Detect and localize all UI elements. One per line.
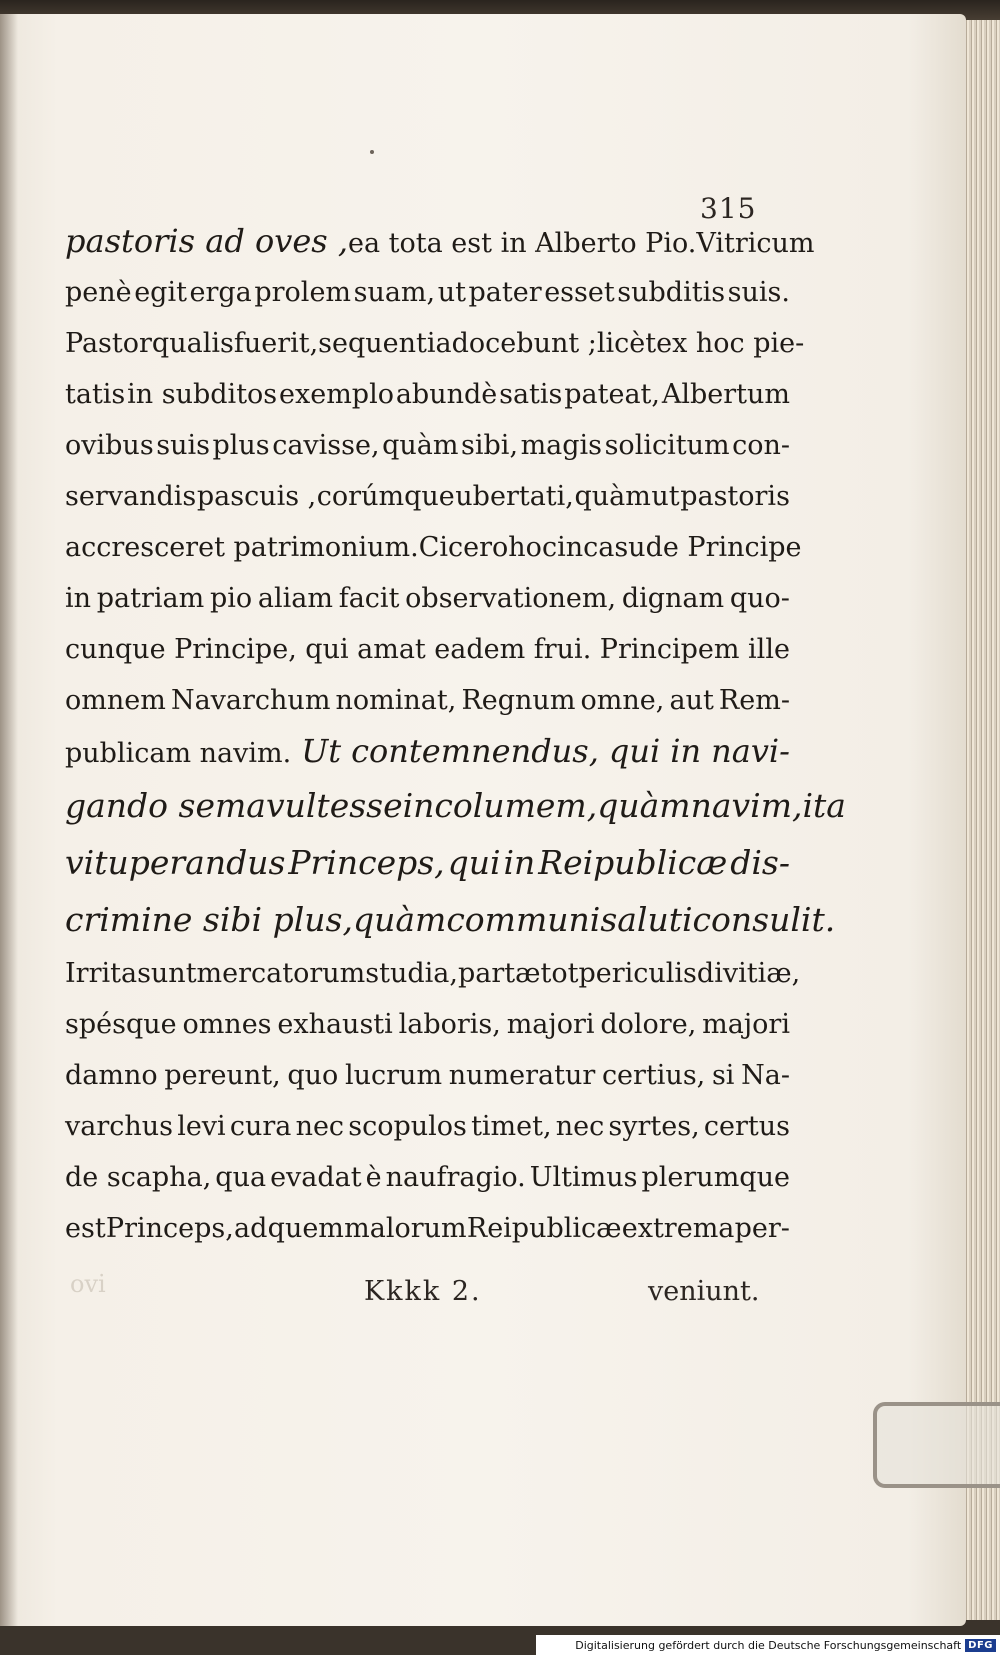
word: quem [267, 1213, 344, 1244]
word: quàm [352, 900, 447, 939]
text-line [65, 624, 790, 675]
word: consulit. [692, 900, 836, 939]
word: Irrita [65, 958, 138, 989]
text-line [65, 267, 790, 318]
word: suis. [727, 277, 790, 308]
word: navi- [711, 732, 790, 770]
word: Albertum [661, 379, 790, 410]
word: pascuis , [196, 481, 317, 512]
text-line [65, 573, 790, 624]
word: Vitricum [696, 228, 815, 259]
word: spésque [65, 1009, 177, 1040]
word: divitiæ, [696, 958, 801, 989]
word: mavult [215, 786, 330, 825]
signature-mark: Kkkk 2. [364, 1276, 482, 1307]
page-number: 315 [700, 192, 757, 225]
word: Ut [301, 732, 342, 770]
word: certius, [601, 1060, 706, 1091]
text-line [65, 522, 802, 573]
word: qui [608, 732, 661, 770]
word: Princeps, [105, 1213, 234, 1244]
text-line [65, 891, 836, 948]
word: observationem, [405, 583, 617, 614]
page-clip [873, 1402, 1000, 1488]
word: damno [65, 1060, 158, 1091]
word: quàm [382, 430, 459, 461]
word: plus [212, 430, 270, 461]
word: con- [732, 430, 790, 461]
word: penè [65, 277, 132, 308]
word: omnes [182, 1009, 272, 1040]
word: certus [703, 1111, 790, 1142]
word: suam, [353, 277, 436, 308]
word: ovibus [65, 430, 154, 461]
word: de scapha, [65, 1162, 212, 1193]
word: qui [447, 843, 501, 882]
word: ubertati, [455, 481, 574, 512]
word: sunt [137, 958, 197, 989]
word: laboris, [398, 1009, 501, 1040]
word: casu [583, 532, 646, 563]
word: navim, [690, 786, 803, 825]
word: in [557, 532, 584, 563]
word: malorum [344, 1213, 467, 1244]
dfg-logo: DFG [965, 1639, 996, 1652]
word: studia, [365, 958, 458, 989]
word: evadat [270, 1162, 362, 1193]
word: cunque [65, 634, 166, 665]
word: ea tota est in Alberto Pio. [348, 228, 697, 259]
word: vituperandus [65, 843, 286, 882]
word: in [65, 583, 92, 614]
text-line [65, 420, 790, 471]
word: majori [506, 1009, 595, 1040]
word: publicam navim. [65, 738, 292, 769]
word: sequentia [318, 328, 452, 359]
word: facit [338, 583, 400, 614]
word: nec [295, 1111, 345, 1142]
word: suis [156, 430, 210, 461]
word: majori [702, 1009, 790, 1040]
word: exemplo [279, 379, 394, 410]
word: numeratur [448, 1060, 596, 1091]
text-line [65, 471, 790, 522]
word: extrema [621, 1213, 735, 1244]
word: Ultimus [529, 1162, 638, 1193]
word: qui [305, 634, 349, 665]
word: periculis [578, 958, 697, 989]
word: incolumem, [402, 786, 598, 825]
text-line [65, 216, 815, 267]
word: Pastor [65, 328, 152, 359]
word: timet, [471, 1111, 552, 1142]
word: prolem [254, 277, 352, 308]
text-line [65, 1101, 790, 1152]
word: quo [287, 1060, 339, 1091]
word: dignam [621, 583, 725, 614]
body-text [65, 216, 846, 1254]
word: Principem [599, 634, 740, 665]
text-line [65, 318, 805, 369]
word: hoc [508, 532, 558, 563]
text-line [65, 777, 846, 834]
word: de Principe [645, 532, 802, 563]
word: cavisse, [272, 430, 380, 461]
word: sibi, [461, 430, 519, 461]
word: è [365, 1162, 382, 1193]
word: pio [209, 583, 253, 614]
word: Navarchum [170, 685, 331, 716]
text-line [65, 1203, 790, 1254]
word: est [65, 1213, 106, 1244]
word: pastoris ad oves , [65, 222, 349, 260]
text-line [65, 834, 790, 891]
word: corúmque [316, 481, 455, 512]
word: pastoris [680, 481, 790, 512]
word: Principe, [174, 634, 297, 665]
word: qua [215, 1162, 267, 1193]
word: ut [651, 481, 680, 512]
text-line [65, 999, 790, 1050]
word: in [503, 843, 536, 882]
text-line [65, 1152, 790, 1203]
word: partæ [457, 958, 541, 989]
word: abundè [395, 379, 498, 410]
word: pereunt, [164, 1060, 281, 1091]
word: ille [748, 634, 790, 665]
catchword: veniunt. [648, 1276, 760, 1307]
gutter-shadow [0, 14, 18, 1626]
word: in [670, 732, 702, 770]
word: Reipublicæ [538, 843, 728, 882]
word: ex hoc pie- [656, 328, 805, 359]
word: contemnendus, [351, 732, 599, 770]
word: mercatorum [196, 958, 366, 989]
word: subditis [617, 277, 726, 308]
word: accresceret patrimonium. [65, 532, 419, 563]
digitization-credit [536, 1635, 1000, 1655]
word: frui. [533, 634, 592, 665]
text-line [65, 948, 801, 999]
word: gando se [65, 786, 215, 825]
word: esse [329, 786, 403, 825]
word: dis- [730, 843, 790, 882]
word: quo- [729, 583, 790, 614]
word: nominat, [335, 685, 457, 716]
word: docebunt ; [451, 328, 597, 359]
word: qualis [151, 328, 234, 359]
word: patriam [96, 583, 205, 614]
word: tot [540, 958, 579, 989]
word: levi [177, 1111, 226, 1142]
word: solicitum [604, 430, 730, 461]
word: per- [734, 1213, 790, 1244]
word: exhausti [277, 1009, 393, 1040]
word: amat [357, 634, 426, 665]
word: Na- [741, 1060, 790, 1091]
word: aut [669, 685, 714, 716]
word: crimine sibi plus, [65, 900, 353, 939]
word: ut [437, 277, 466, 308]
word: quàm [597, 786, 691, 825]
word: saluti [600, 900, 693, 939]
text-line [65, 726, 790, 777]
word: nec [555, 1111, 605, 1142]
word: Reipublicæ [466, 1213, 622, 1244]
text-line [65, 675, 790, 726]
word: eadem [434, 634, 526, 665]
word: dolore, [600, 1009, 697, 1040]
word: in subditos [127, 379, 278, 410]
word: communi [446, 900, 601, 939]
word: ita [802, 786, 846, 825]
word: pater [468, 277, 542, 308]
word: Princeps, [288, 843, 445, 882]
word: si [711, 1060, 735, 1091]
word: syrtes, [608, 1111, 700, 1142]
word: ad [234, 1213, 268, 1244]
word: Rem- [718, 685, 790, 716]
word: cura [229, 1111, 292, 1142]
word: naufragio. [385, 1162, 526, 1193]
word: quàm [574, 481, 651, 512]
word: scopulos [348, 1111, 467, 1142]
word: magis [520, 430, 603, 461]
word: varchus [65, 1111, 174, 1142]
word: Regnum [461, 685, 576, 716]
word: esset [544, 277, 615, 308]
word: satis [499, 379, 563, 410]
word: omne, [580, 685, 665, 716]
text-line [65, 369, 790, 420]
word: tatis [65, 379, 126, 410]
credit-text: Digitalisierung gefördert durch die Deutsche Forschungsgemeinschaft [575, 1638, 962, 1652]
word: aliam [257, 583, 333, 614]
word: plerumque [641, 1162, 790, 1193]
show-through-text: ovi [70, 1270, 106, 1298]
word: fuerit, [233, 328, 319, 359]
ink-speck [370, 150, 374, 154]
word: pateat, [564, 379, 660, 410]
word: erga [189, 277, 252, 308]
word: licèt [596, 328, 657, 359]
word: servandis [65, 481, 197, 512]
word: egit [134, 277, 187, 308]
word: Cicero [418, 532, 509, 563]
text-line [65, 1050, 790, 1101]
word: omnem [65, 685, 166, 716]
word: lucrum [345, 1060, 443, 1091]
